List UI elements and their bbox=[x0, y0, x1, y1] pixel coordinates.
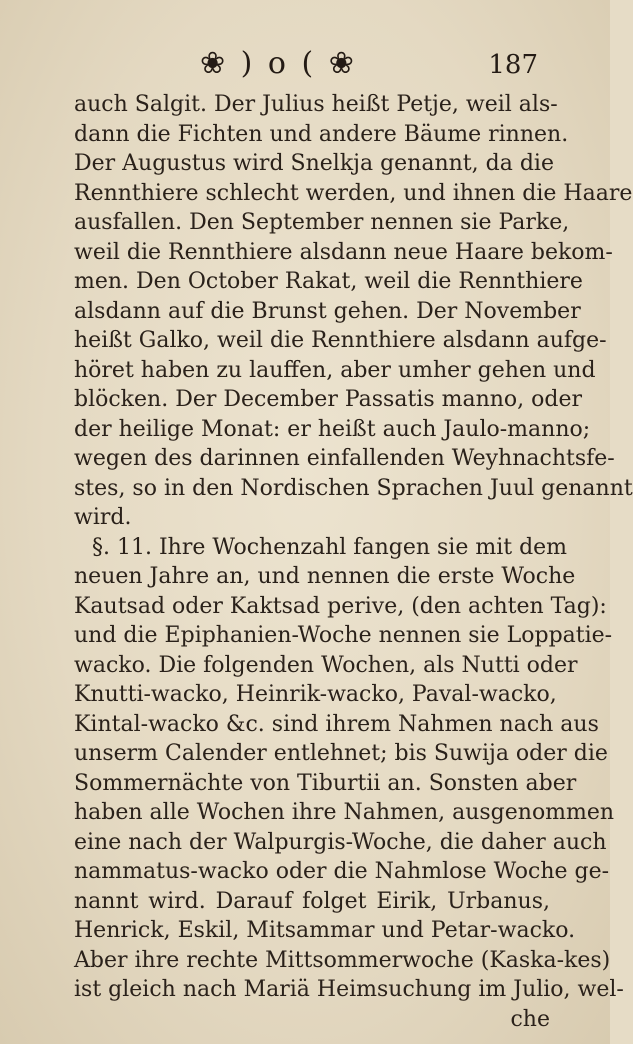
text-line: Rennthiere schlecht werden, und ihnen die Haare bbox=[74, 180, 633, 206]
text-line: höret haben zu lauffen, aber umher gehen und bbox=[74, 357, 596, 383]
text-line: stes, so in den Nordischen Sprachen Juul genannt bbox=[74, 475, 633, 501]
text-line: men. Den October Rakat, weil die Rennthiere bbox=[74, 269, 583, 294]
text-line: Kintal-wacko &c. sind ihrem Nahmen nach aus bbox=[74, 711, 599, 737]
text-line: haben alle Wochen ihre Nahmen, ausgenommen bbox=[74, 800, 615, 825]
text-line: dann die Fichten und andere Bäume rinnen. bbox=[74, 121, 569, 147]
body-text bbox=[74, 90, 633, 1034]
paragraph-start-line: §. 11. Ihre Wochenzahl fangen sie mit dem bbox=[92, 534, 568, 560]
text-line: nammatus-wacko oder die Nahmlose Woche ge- bbox=[74, 859, 610, 884]
page-header bbox=[0, 44, 610, 84]
header-ornament: ❀ ) o ( ❀ bbox=[200, 46, 357, 81]
text-line: neuen Jahre an, und nennen die erste Woche bbox=[74, 564, 576, 589]
text-line: Der Augustus wird Snelkja genannt, da die bbox=[74, 151, 554, 176]
text-line: blöcken. Der December Passatis manno, oder bbox=[74, 387, 583, 412]
page-number: 187 bbox=[488, 50, 538, 80]
text-line: weil die Rennthiere alsdann neue Haare bekom- bbox=[74, 239, 613, 265]
text-line: unserm Calender entlehnet; bis Suwija oder die bbox=[74, 741, 608, 766]
text-line: wird. bbox=[74, 505, 132, 530]
text-line: und die Epiphanien-Woche nennen sie Loppatie- bbox=[74, 623, 613, 648]
text-line: wacko. Die folgenden Wochen, als Nutti oder bbox=[74, 652, 578, 678]
text-line: Knutti-wacko, Heinrik-wacko, Paval-wacko, bbox=[74, 682, 557, 707]
text-line: ausfallen. Den September nennen sie Parke, bbox=[74, 210, 570, 235]
text-line: nannt wird. Darauf folget Eirik, Urbanus, bbox=[74, 888, 550, 914]
text-line: wegen des darinnen einfallenden Weyhnachtsfe- bbox=[74, 446, 615, 471]
text-line: Henrick, Eskil, Mitsammar und Petar-wacko. bbox=[74, 918, 576, 943]
text-line: Aber ihre rechte Mittsommerwoche (Kaska-kes) bbox=[74, 947, 611, 973]
text-line: auch Salgit. Der Julius heißt Petje, weil als- bbox=[74, 92, 558, 117]
text-line: Kautsad oder Kaktsad perive, (den achten Tag): bbox=[74, 593, 607, 619]
text-line: der heilige Monat: er heißt auch Jaulo-manno; bbox=[74, 416, 591, 442]
text-line: alsdann auf die Brunst gehen. Der November bbox=[74, 298, 581, 324]
text-line: Sommernächte von Tiburtii an. Sonsten aber bbox=[74, 770, 577, 796]
text-line: ist gleich nach Mariä Heimsuchung im Julio, wel- bbox=[74, 977, 624, 1002]
text-line: eine nach der Walpurgis-Woche, die daher auch bbox=[74, 829, 607, 855]
text-line: heißt Galko, weil die Rennthiere alsdann aufge- bbox=[74, 328, 607, 353]
catchword: che bbox=[510, 1006, 550, 1032]
